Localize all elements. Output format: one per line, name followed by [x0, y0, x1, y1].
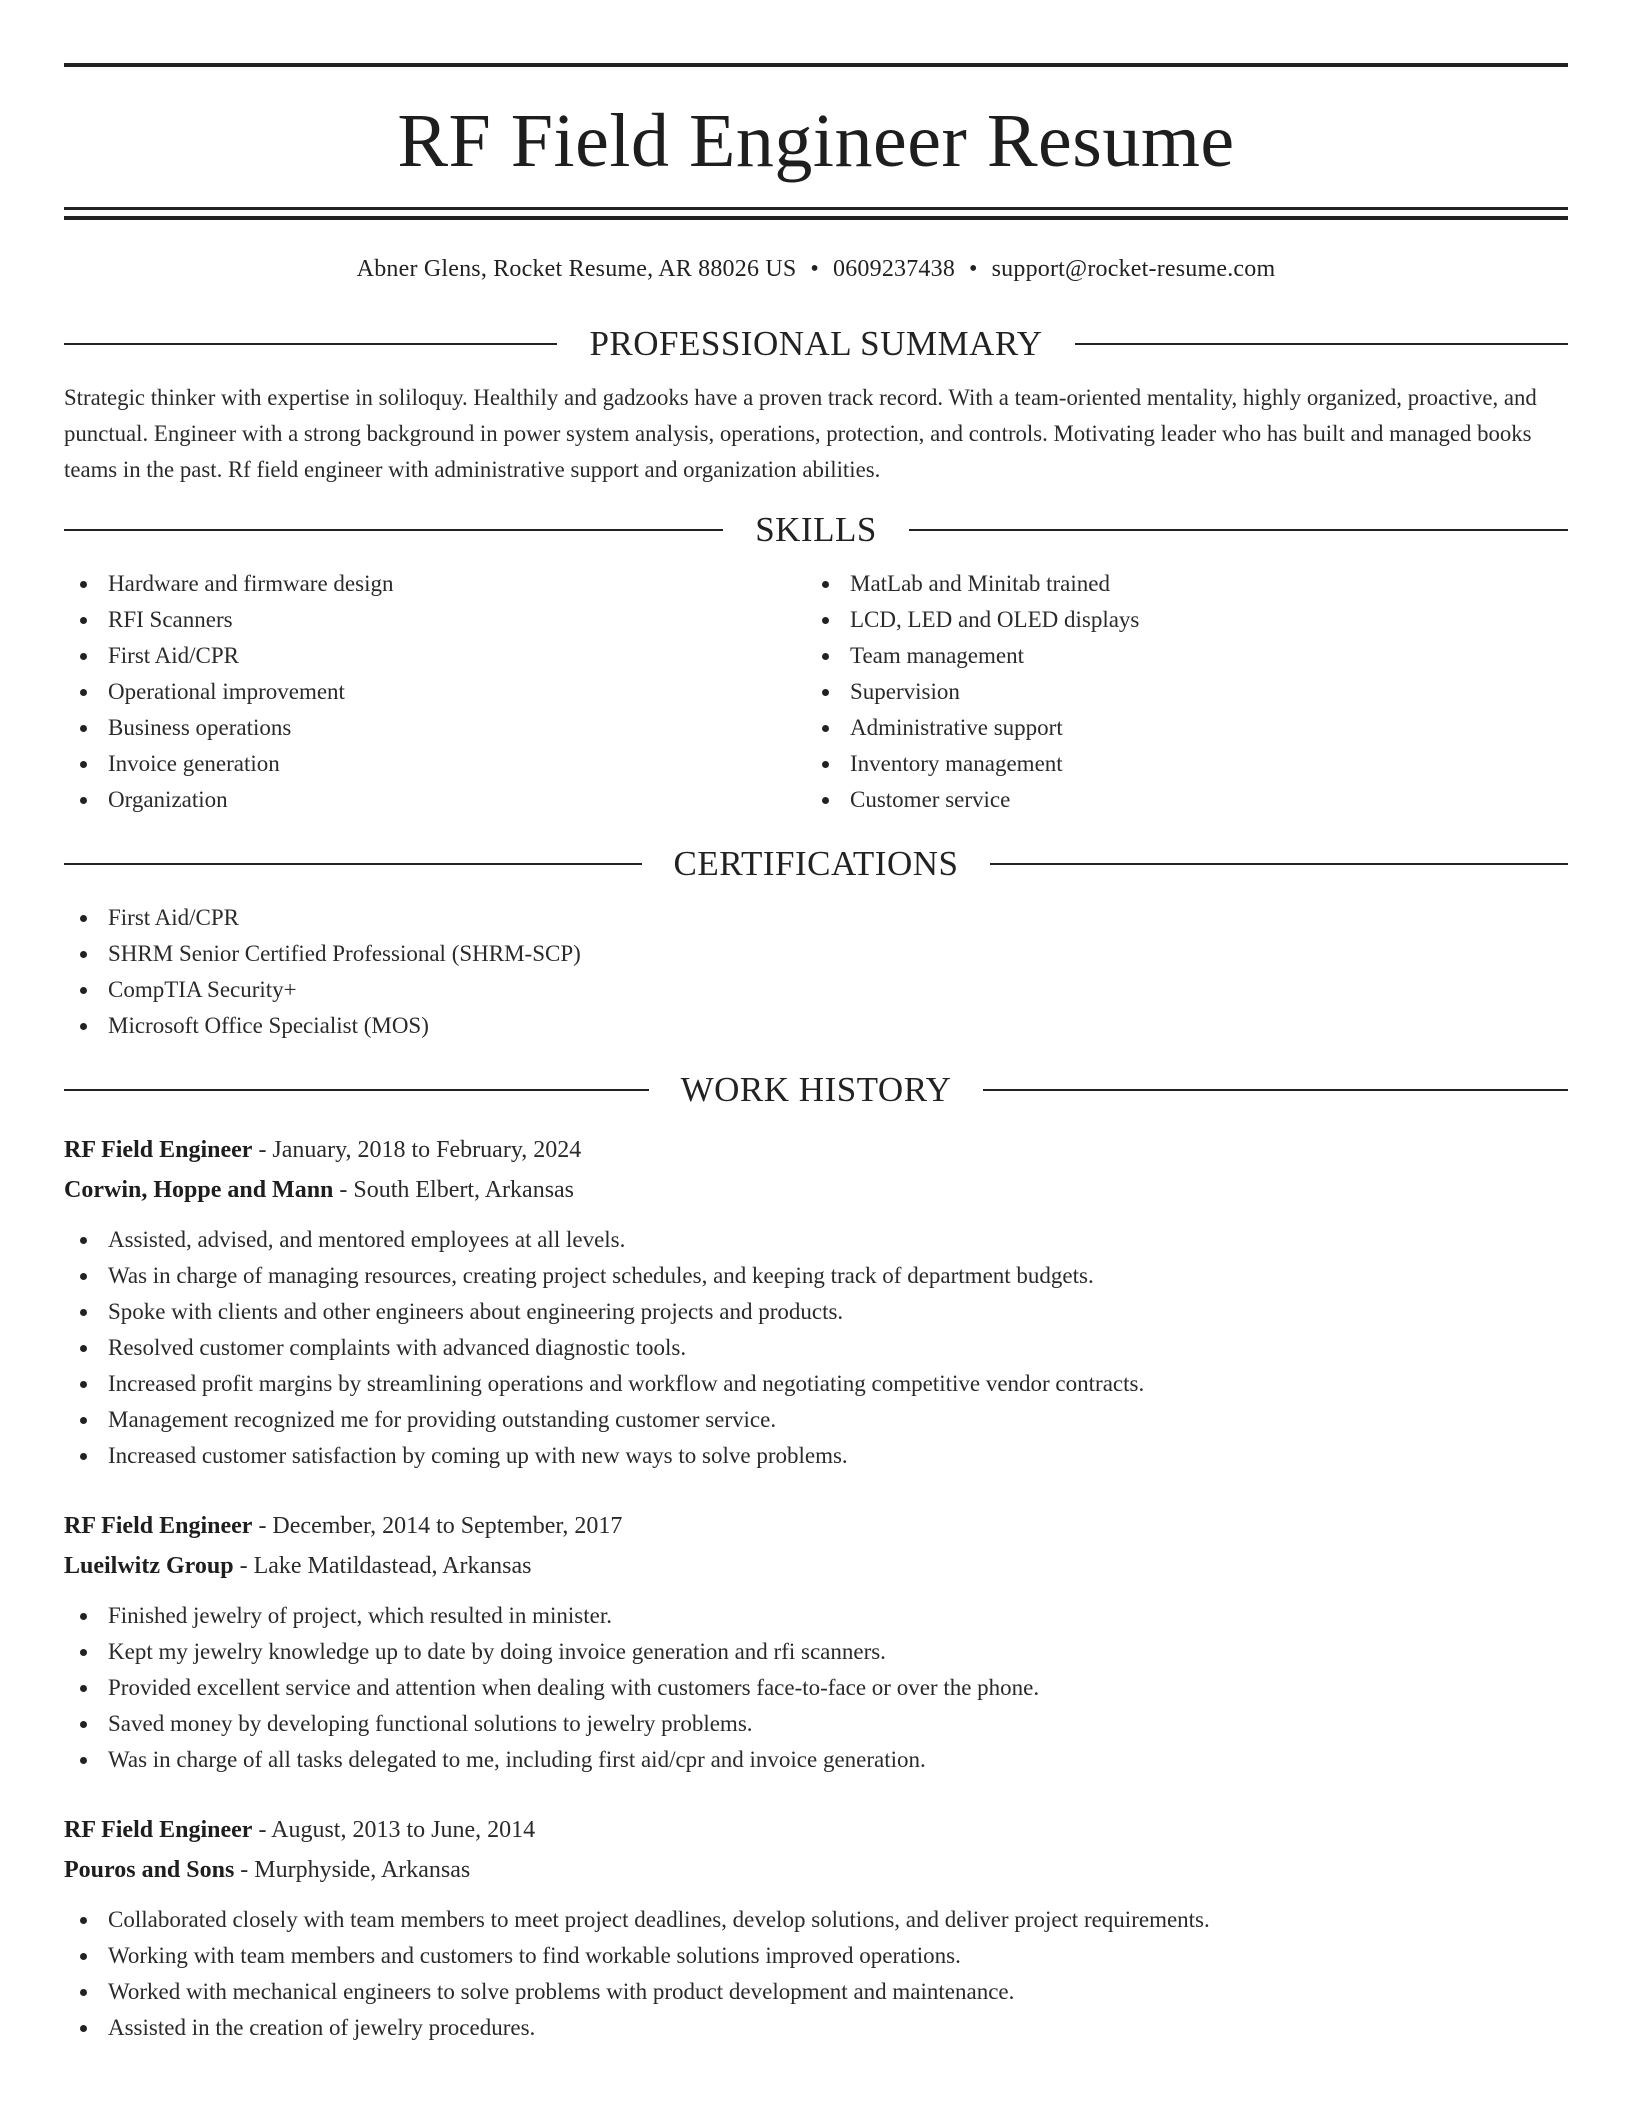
job-bullets	[64, 1598, 1568, 1778]
job-title-line	[64, 1506, 1568, 1546]
skill-item: Customer service	[806, 782, 1548, 818]
contact-address: Abner Glens, Rocket Resume, AR 88026 US	[356, 256, 797, 282]
skills-column-right	[806, 566, 1548, 818]
resume-page	[64, 0, 1568, 2046]
section-heading-skills	[64, 510, 1568, 550]
job-bullet: Management recognized me for providing outstanding customer service.	[64, 1402, 1568, 1438]
job-bullet: Kept my jewelry knowledge up to date by doing invoice generation and rfi scanners.	[64, 1634, 1568, 1670]
skill-item: Administrative support	[806, 710, 1548, 746]
job-title-line	[64, 1130, 1568, 1170]
job-company: Lueilwitz Group	[64, 1553, 234, 1579]
heading-rule	[64, 529, 723, 531]
heading-rule	[909, 529, 1568, 531]
job-bullet: Increased customer satisfaction by coming up with new ways to solve problems.	[64, 1438, 1568, 1474]
job-company-line	[64, 1170, 1568, 1210]
job-title-line	[64, 1810, 1568, 1850]
page-title: RF Field Engineer Resume	[397, 99, 1235, 183]
job-bullet: Collaborated closely with team members to meet project deadlines, develop solutions, and deliver project requirements.	[64, 1902, 1568, 1938]
contact-separator: •	[810, 256, 820, 282]
top-rule	[64, 63, 1568, 67]
job-location: - Lake Matildastead, Arkansas	[233, 1553, 532, 1579]
contact-phone: 0609237438	[833, 256, 956, 282]
job-bullet: Increased profit margins by streamlining operations and workflow and negotiating competitive vendor contracts.	[64, 1366, 1568, 1402]
job-dates: - December, 2014 to September, 2017	[252, 1513, 623, 1539]
job-role: RF Field Engineer	[64, 1817, 253, 1843]
job-bullet: Working with team members and customers to find workable solutions improved operations.	[64, 1938, 1568, 1974]
section-heading-summary	[64, 324, 1568, 364]
job-bullet: Spoke with clients and other engineers about engineering projects and products.	[64, 1294, 1568, 1330]
job-company: Pouros and Sons	[64, 1857, 235, 1883]
job-bullet: Provided excellent service and attention when dealing with customers face-to-face or over the phone.	[64, 1670, 1568, 1706]
job-entry	[64, 1810, 1568, 2046]
skill-item: Operational improvement	[64, 674, 806, 710]
certification-item: Microsoft Office Specialist (MOS)	[64, 1008, 1568, 1044]
job-location: - Murphyside, Arkansas	[234, 1857, 471, 1883]
job-bullet: Was in charge of managing resources, creating project schedules, and keeping track of department budgets.	[64, 1258, 1568, 1294]
job-bullet: Resolved customer complaints with advanced diagnostic tools.	[64, 1330, 1568, 1366]
contact-separator: •	[969, 256, 978, 282]
skill-item: Organization	[64, 782, 806, 818]
skill-item: LCD, LED and OLED displays	[806, 602, 1548, 638]
heading-rule	[64, 343, 557, 345]
section-heading-certifications	[64, 844, 1568, 884]
job-bullet: Worked with mechanical engineers to solve problems with product development and maintenance.	[64, 1974, 1568, 2010]
job-company-line	[64, 1850, 1568, 1890]
certification-item: First Aid/CPR	[64, 900, 1568, 936]
job-dates: - August, 2013 to June, 2014	[252, 1817, 536, 1843]
summary-text: Strategic thinker with expertise in soliloquy. Healthily and gadzooks have a proven track record. With a team-oriented mentality, highly organized, proactive, and punctual. Engineer with a strong background in power system analysis, operations, protection, and controls. Motivating leader who has built and managed books teams in the past. Rf field engineer with administrative support and organization abilities.	[64, 385, 1537, 482]
job-bullets	[64, 1902, 1568, 2046]
certification-item: CompTIA Security+	[64, 972, 1568, 1008]
job-location: - South Elbert, Arkansas	[333, 1177, 575, 1203]
job-bullet: Was in charge of all tasks delegated to me, including first aid/cpr and invoice generation.	[64, 1742, 1568, 1778]
skill-item: Inventory management	[806, 746, 1548, 782]
section-title: WORK HISTORY	[680, 1070, 952, 1109]
heading-rule	[1075, 343, 1568, 345]
job-bullet: Assisted in the creation of jewelry procedures.	[64, 2010, 1568, 2046]
skill-item: First Aid/CPR	[64, 638, 806, 674]
section-title: CERTIFICATIONS	[673, 844, 959, 883]
job-company: Corwin, Hoppe and Mann	[64, 1177, 334, 1203]
skills-grid	[64, 566, 1568, 818]
section-title: SKILLS	[755, 510, 877, 549]
job-role: RF Field Engineer	[64, 1513, 253, 1539]
skill-item: Team management	[806, 638, 1548, 674]
skill-item: Hardware and firmware design	[64, 566, 806, 602]
job-bullet: Assisted, advised, and mentored employees at all levels.	[64, 1222, 1568, 1258]
job-dates: - January, 2018 to February, 2024	[252, 1137, 582, 1163]
skill-item: RFI Scanners	[64, 602, 806, 638]
skill-item: Supervision	[806, 674, 1548, 710]
contact-email: support@rocket-resume.com	[991, 256, 1276, 282]
job-role: RF Field Engineer	[64, 1137, 253, 1163]
skill-item: Business operations	[64, 710, 806, 746]
job-company-line	[64, 1546, 1568, 1586]
job-bullet: Finished jewelry of project, which resulted in minister.	[64, 1598, 1568, 1634]
section-title: PROFESSIONAL SUMMARY	[589, 324, 1043, 363]
contact-line	[64, 254, 1568, 284]
job-entry	[64, 1130, 1568, 1474]
heading-rule	[990, 863, 1568, 865]
section-heading-work-history	[64, 1070, 1568, 1110]
title-double-rule	[64, 207, 1568, 220]
skill-item: Invoice generation	[64, 746, 806, 782]
heading-rule	[983, 1089, 1568, 1091]
skill-item: MatLab and Minitab trained	[806, 566, 1548, 602]
skills-column-left	[64, 566, 806, 818]
certification-item: SHRM Senior Certified Professional (SHRM-SCP)	[64, 936, 1568, 972]
heading-rule	[64, 863, 642, 865]
job-bullet: Saved money by developing functional solutions to jewelry problems.	[64, 1706, 1568, 1742]
certifications-list	[64, 900, 1568, 1044]
job-bullets	[64, 1222, 1568, 1474]
heading-rule	[64, 1089, 649, 1091]
job-entry	[64, 1506, 1568, 1778]
